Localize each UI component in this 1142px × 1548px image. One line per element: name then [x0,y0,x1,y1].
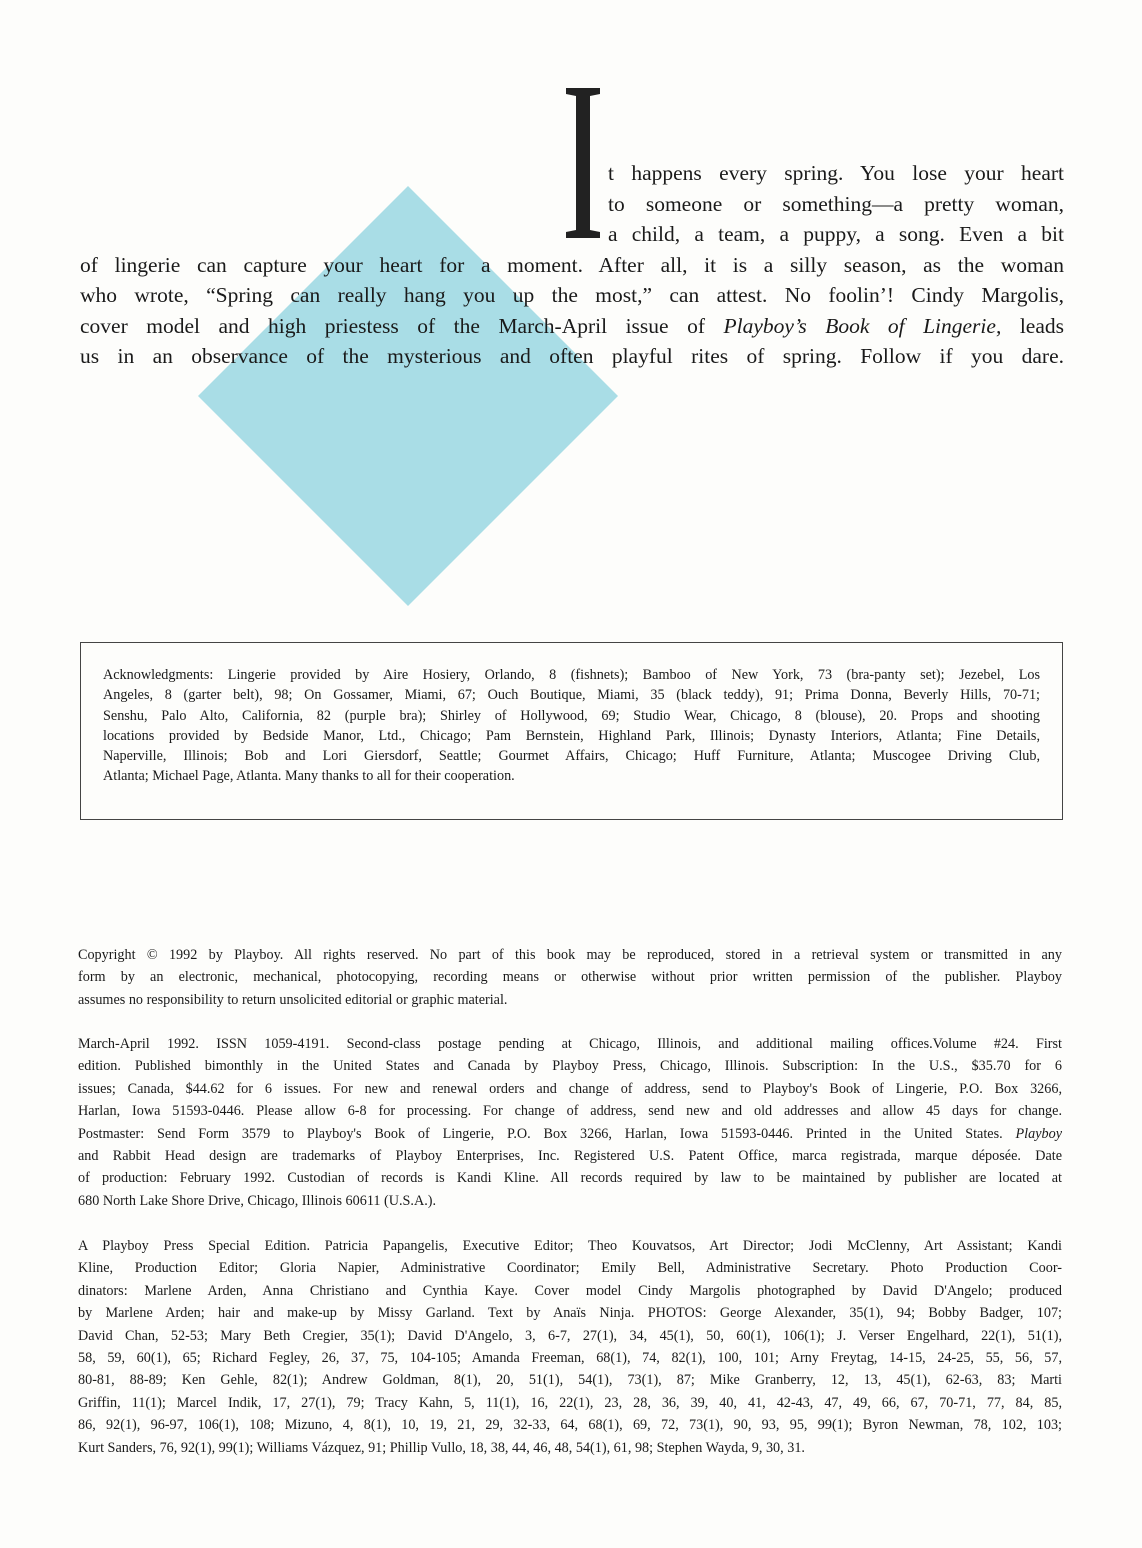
publication-line: 680 North Lake Shore Drive, Chicago, Illinois 60611 (U.S.A.). [78,1192,437,1209]
intro-line: us in an observance of the mysterious and often playful rites of spring. Follow if you dare. [80,344,1064,368]
staff-line: David Chan, 52-53; Mary Beth Cregier, 35(1); David D'Angelo, 3, 6-7, 27(1), 34, 45(1), 50, 60(1), 106(1); J. Verser Engelhard, 22(1), 51(1), [78,1327,1062,1344]
intro-line: to someone or something—a pretty woman, [608,191,1064,216]
staff-line: Griffin, 11(1); Marcel Indik, 17, 27(1), 79; Tracy Kahn, 5, 11(1), 16, 22(1), 23, 28, 36, 39, 40, 41, 42-43, 47, 49, 66, 67, 70-71, 77, 84, 85, [78,1394,1062,1411]
copyright-line: form by an electronic, mechanical, photocopying, recording means or otherwise without prior written permission of the publisher. Playboy [78,969,1062,986]
ack-line: Atlanta; Michael Page, Atlanta. Many thanks to all for their cooperation. [103,768,515,785]
intro-line: t happens every spring. You lose your heart [608,161,1064,185]
copyright-notice [78,944,1062,1011]
intro-line: a child, a team, a puppy, a song. Even a bit [608,222,1064,246]
intro-line: who wrote, “Spring can really hang you up the most,” can attest. No foolin’! Cindy Margolis, [80,283,1064,307]
publication-line: of production: February 1992. Custodian of records is Kandi Kline. All records required by law to be maintained by publisher are located at [78,1170,1062,1187]
book-title: Playboy’s Book of Lingerie, [723,313,1002,338]
intro-text: cover model and high priestess of the March-April issue of [80,313,724,338]
publication-text: Postmaster: Send Form 3579 to Playboy's Book of Lingerie, P.O. Box 3266, Harlan, Iowa 51593-0446. Printed in the United States. [78,1125,1016,1142]
staff-line: dinators: Marlene Arden, Anna Christiano and Cynthia Kaye. Cover model Cindy Margolis photographed by David D'Angelo; produced [78,1282,1062,1299]
ack-line: Angeles, 8 (garter belt), 98; On Gossamer, Miami, 67; Ouch Boutique, Miami, 35 (black teddy), 91; Prima Donna, Beverly Hills, 70-71; [103,687,1040,704]
ack-line: locations provided by Bedside Manor, Ltd., Chicago; Pam Bernstein, Highland Park, Illinois; Dynasty Interiors, Atlanta; Fine Details, [103,727,1040,744]
intro-line: of lingerie can capture your heart for a moment. After all, it is a silly season, as the woman [80,252,1064,277]
trademark-name: Playboy [1015,1125,1062,1142]
staff-credits [78,1235,1062,1459]
staff-line: Kurt Sanders, 76, 92(1), 99(1); Williams Vázquez, 91; Phillip Vullo, 18, 38, 44, 46, 48, 54(1), 61, 98; Stephen Wayda, 9, 30, 31. [78,1439,805,1456]
copyright-line: Copyright © 1992 by Playboy. All rights reserved. No part of this book may be reproduced, stored in a retrieval system or transmitted in any [78,947,1062,963]
publication-line: edition. Published bimonthly in the United States and Canada by Playboy Press, Chicago, Illinois. Subscription: In the U.S., $35.70 for 6 [78,1058,1062,1075]
ack-line: Senshu, Palo Alto, California, 82 (purple bra); Shirley of Hollywood, 69; Studio Wear, Chicago, 8 (blouse), 20. Props and shooting [103,707,1040,724]
publication-info [78,1033,1062,1212]
staff-line: 80-81, 88-89; Ken Gehle, 82(1); Andrew Goldman, 8(1), 20, 51(1), 54(1), 73(1), 87; Mike Granberry, 12, 13, 45(1), 62-63, 83; Marti [78,1372,1062,1389]
staff-line: Kline, Production Editor; Gloria Napier, Administrative Coordinator; Emily Bell, Administrative Secretary. Photo Production Coor- [78,1260,1062,1277]
publication-line: March-April 1992. ISSN 1059-4191. Second-class postage pending at Chicago, Illinois, and additional mailing offices.Volume #24. First [78,1036,1062,1052]
intro-paragraph [80,158,1064,372]
staff-line: 86, 92(1), 96-97, 106(1), 108; Mizuno, 4, 8(1), 10, 19, 21, 29, 32-33, 64, 68(1), 69, 72, 73(1), 90, 93, 95, 99(1); Byron Newman, 78, 102, 103; [78,1417,1062,1434]
copyright-line: assumes no responsibility to return unsolicited editorial or graphic material. [78,991,508,1008]
staff-line: A Playboy Press Special Edition. Patricia Papangelis, Executive Editor; Theo Kouvatsos, Art Director; Jodi McClenny, Art Assistant; Kandi [78,1238,1062,1254]
staff-line: 58, 59, 60(1), 65; Richard Fegley, 26, 37, 75, 104-105; Amanda Freeman, 68(1), 74, 82(1), 100, 101; Arny Freytag, 14-15, 24-25, 55, 56, 57, [78,1350,1062,1367]
acknowledgments-box [80,642,1063,820]
ack-line: Acknowledgments: Lingerie provided by Aire Hosiery, Orlando, 8 (fishnets); Bamboo of New York, 73 (bra-panty set); Jezebel, Los [103,667,1040,683]
ack-line: Naperville, Illinois; Bob and Lori Giersdorf, Seattle; Gourmet Affairs, Chicago; Huff Furniture, Atlanta; Muscogee Driving Club, [103,748,1040,765]
publication-line: and Rabbit Head design are trademarks of Playboy Enterprises, Inc. Registered U.S. Patent Office, marca registrada, marque déposée. Date [78,1148,1062,1165]
intro-text: leads [1001,313,1064,338]
publication-line [78,1123,1062,1145]
publication-line: issues; Canada, $44.62 for 6 issues. For new and renewal orders and change of address, send to Playboy's Book of Lingerie, P.O. Box 3266, [78,1080,1062,1097]
publication-line: Harlan, Iowa 51593-0446. Please allow 6-8 for processing. For change of address, send new and old addresses and allow 45 days for change. [78,1103,1062,1120]
staff-line: by Marlene Arden; hair and make-up by Missy Garland. Text by Anaïs Ninja. PHOTOS: George Alexander, 35(1), 94; Bobby Badger, 107; [78,1305,1062,1322]
intro-line [80,311,1064,342]
